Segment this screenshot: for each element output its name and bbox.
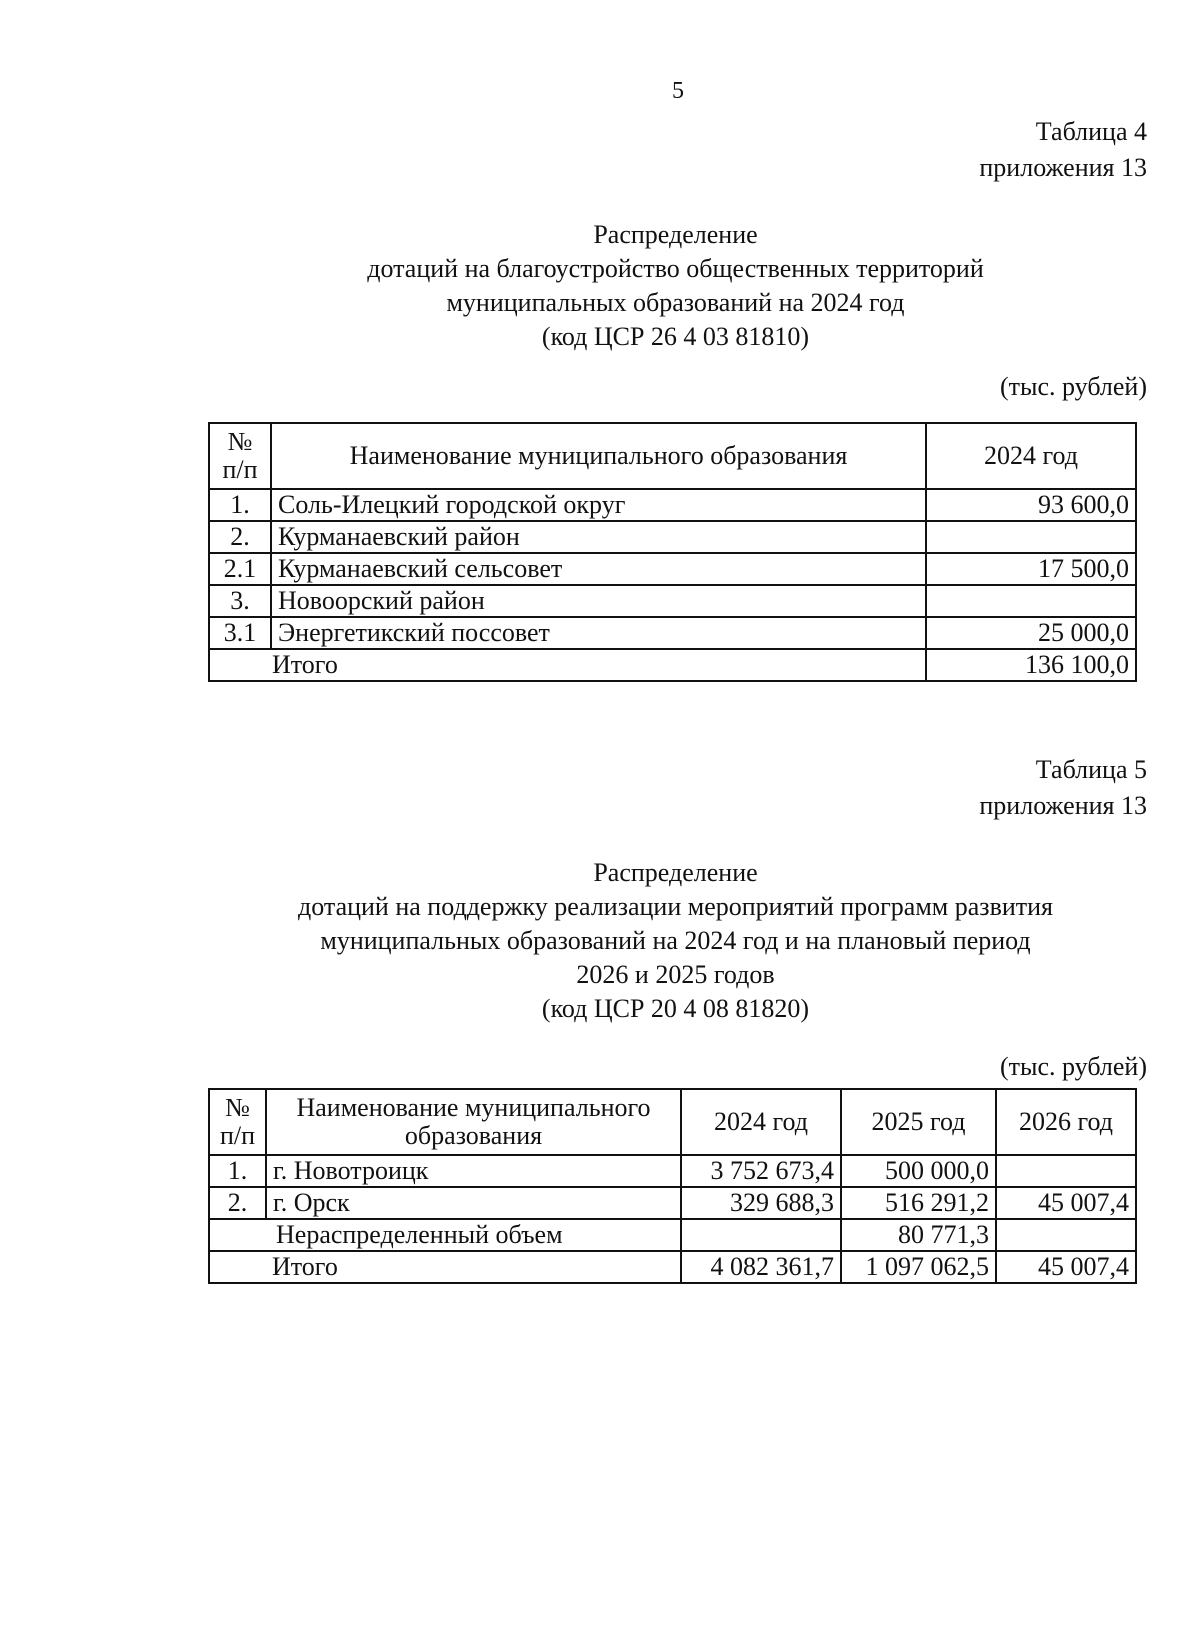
header-name-line2: образования <box>404 1121 543 1150</box>
table5-reference <box>979 752 1147 824</box>
table5-title-line: дотаций на поддержку реализации мероприятий программ развития <box>298 892 1053 921</box>
table5-title-line: 2026 и 2025 годов <box>576 960 775 989</box>
table4-title <box>208 218 1143 354</box>
header-number-line1: № <box>225 1093 250 1122</box>
total-label: Итого <box>209 1251 681 1283</box>
table-row <box>209 521 1136 553</box>
row-name: Энергетикский поссовет <box>271 617 926 649</box>
total-2026: 45 007,4 <box>996 1251 1136 1283</box>
row-2024 <box>926 585 1136 617</box>
header-2024: 2024 год <box>926 423 1136 489</box>
row-2026 <box>996 1155 1136 1187</box>
table-row <box>209 489 1136 521</box>
row-2025: 500 000,0 <box>841 1155 996 1187</box>
row-number: 2. <box>209 521 271 553</box>
unallocated-2026 <box>996 1219 1136 1251</box>
table4-title-line: муниципальных образований на 2024 год <box>446 288 905 317</box>
table-row <box>209 617 1136 649</box>
table5-unallocated-row <box>209 1219 1136 1251</box>
total-2024: 4 082 361,7 <box>681 1251 841 1283</box>
total-2024: 136 100,0 <box>926 649 1136 681</box>
table5-units: (тыс. рублей) <box>999 1052 1147 1081</box>
row-2026: 45 007,4 <box>996 1187 1136 1219</box>
row-2025: 516 291,2 <box>841 1187 996 1219</box>
table-row <box>209 553 1136 585</box>
table-row <box>209 1155 1136 1187</box>
row-number: 3. <box>209 585 271 617</box>
row-name: Соль-Илецкий городской округ <box>271 489 926 521</box>
header-name <box>266 1089 681 1155</box>
row-name: г. Новотроицк <box>266 1155 681 1187</box>
table5-title <box>208 856 1143 1026</box>
row-2024 <box>926 521 1136 553</box>
header-number-line1: № <box>227 427 253 456</box>
row-2024: 17 500,0 <box>926 553 1136 585</box>
table5-title-line: (код ЦСР 20 4 08 81820) <box>541 994 810 1023</box>
row-name: Курманаевский район <box>271 521 926 553</box>
row-number: 1. <box>209 489 271 521</box>
table4-reference <box>979 114 1147 186</box>
table5-title-line: Распределение <box>593 858 758 887</box>
row-2024: 25 000,0 <box>926 617 1136 649</box>
row-2024: 329 688,3 <box>681 1187 841 1219</box>
row-name: Новоорский район <box>271 585 926 617</box>
table5-total-row <box>209 1251 1136 1283</box>
unallocated-2025: 80 771,3 <box>841 1219 996 1251</box>
row-number: 2. <box>209 1187 266 1219</box>
header-number-line2: п/п <box>222 455 258 484</box>
header-number <box>209 423 271 489</box>
table4-ref-line2: приложения 13 <box>979 153 1147 182</box>
total-2025: 1 097 062,5 <box>841 1251 996 1283</box>
table4-title-line: дотаций на благоустройство общественных территорий <box>367 254 984 283</box>
table4-title-line: (код ЦСР 26 4 03 81810) <box>541 322 810 351</box>
table4-units: (тыс. рублей) <box>999 372 1147 401</box>
header-name-line1: Наименование муниципального <box>296 1093 651 1122</box>
table5-ref-line2: приложения 13 <box>979 791 1147 820</box>
header-name: Наименование муниципального образования <box>271 423 926 489</box>
row-number: 1. <box>209 1155 266 1187</box>
row-2024: 3 752 673,4 <box>681 1155 841 1187</box>
table4 <box>208 422 1137 682</box>
header-2025: 2025 год <box>841 1089 996 1155</box>
row-2024: 93 600,0 <box>926 489 1136 521</box>
header-number <box>209 1089 266 1155</box>
unallocated-2024 <box>681 1219 841 1251</box>
header-2024: 2024 год <box>681 1089 841 1155</box>
row-number: 2.1 <box>209 553 271 585</box>
table4-header-row <box>209 423 1136 489</box>
header-2026: 2026 год <box>996 1089 1136 1155</box>
table5-header-row <box>209 1089 1136 1155</box>
unallocated-label: Нераспределенный объем <box>209 1219 681 1251</box>
table4-total-row <box>209 649 1136 681</box>
table4-ref-line1: Таблица 4 <box>1035 117 1147 146</box>
page-number: 5 <box>672 78 684 104</box>
table5 <box>208 1088 1137 1284</box>
header-number-line2: п/п <box>219 1121 256 1150</box>
row-number: 3.1 <box>209 617 271 649</box>
table-row <box>209 1187 1136 1219</box>
table-row <box>209 585 1136 617</box>
table5-title-line: муниципальных образований на 2024 год и на плановый период <box>320 926 1031 955</box>
table5-ref-line1: Таблица 5 <box>1035 755 1147 784</box>
total-label: Итого <box>209 649 926 681</box>
row-name: Курманаевский сельсовет <box>271 553 926 585</box>
table4-title-line: Распределение <box>593 220 758 249</box>
row-name: г. Орск <box>266 1187 681 1219</box>
